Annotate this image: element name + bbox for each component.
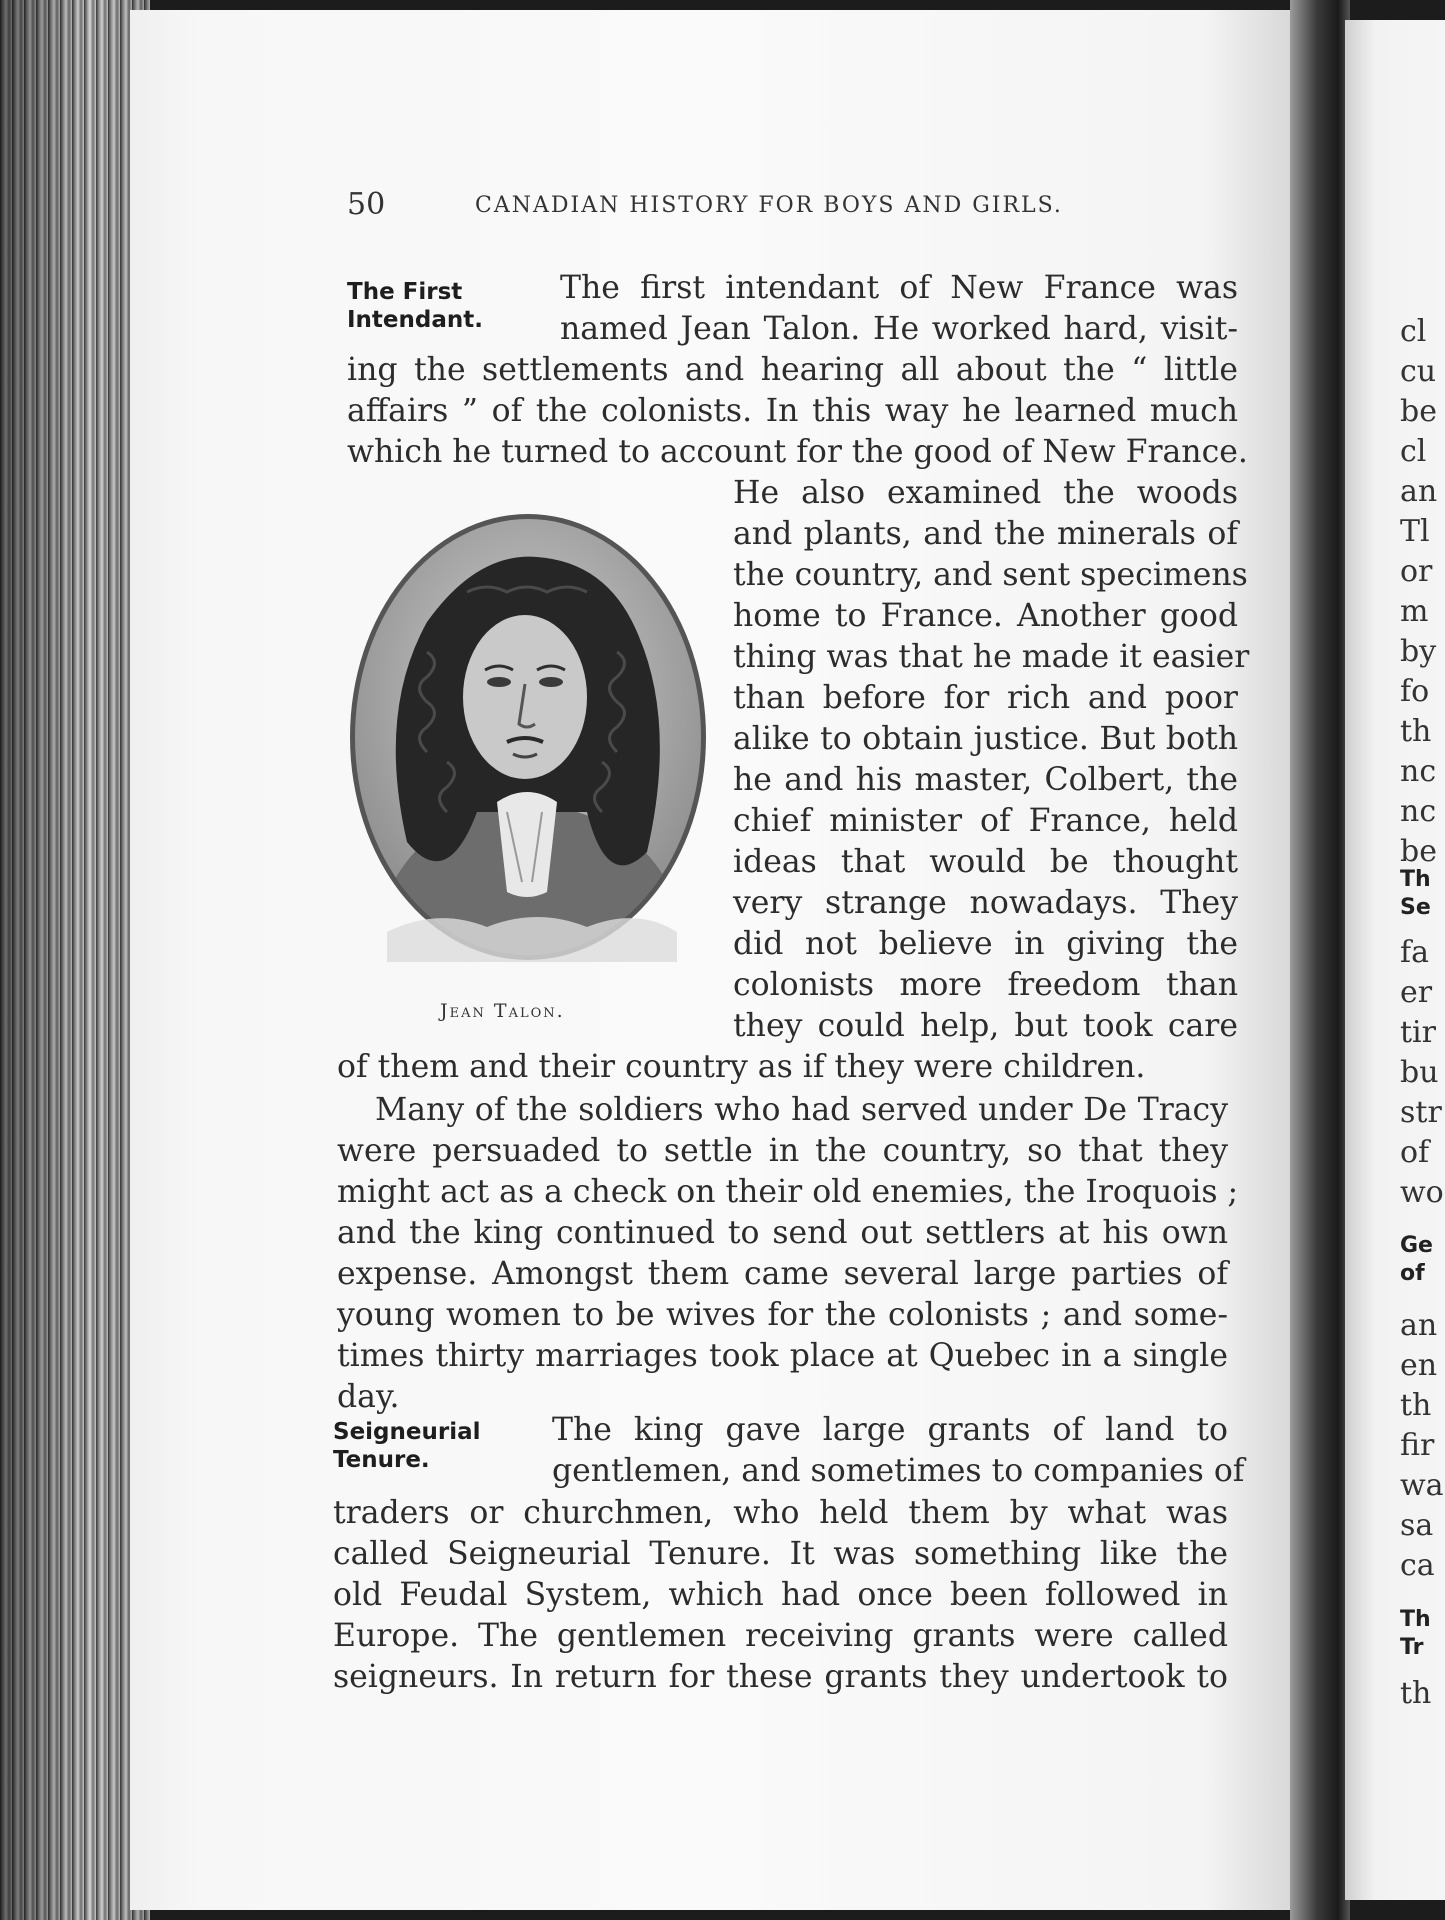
paragraph-intendant-end	[337, 1047, 1228, 1088]
text-line: young women to be wives for the colonists ; and some-	[337, 1297, 1228, 1333]
facing-line: wa	[1400, 1468, 1444, 1503]
text-line: the country, and sent specimens	[733, 557, 1248, 593]
facing-line: ca	[1400, 1548, 1435, 1583]
facing-line: nc	[1400, 754, 1437, 789]
text-line: affairs ” of the colonists. In this way he learned much	[347, 393, 1238, 429]
text-line: Europe. The gentlemen receiving grants were called	[333, 1618, 1228, 1654]
text-line: The first intendant of New France was	[560, 270, 1238, 306]
sidehead-line: Tenure.	[333, 1447, 430, 1473]
facing-page-text-block-4	[1400, 1674, 1440, 1714]
paragraph-soldiers	[337, 1090, 1239, 1418]
text-line: times thirty marriages took place at Quebec in a single	[337, 1338, 1228, 1374]
facing-line: cu	[1400, 354, 1437, 389]
facing-line: th	[1400, 1388, 1432, 1423]
sidehead-line: Intendant.	[347, 307, 483, 333]
text-line: he and his master, Colbert, the	[733, 762, 1238, 798]
facing-line: cl	[1400, 314, 1427, 349]
text-line: thing was that he made it easier	[733, 639, 1250, 675]
sidehead-first-intendant	[347, 278, 483, 334]
text-line: old Feudal System, which had once been followed in	[333, 1577, 1228, 1613]
text-line: colonists more freedom than	[733, 967, 1238, 1003]
text-line: chief minister of France, held	[733, 803, 1238, 839]
paragraph-intendant-opening	[560, 268, 1238, 350]
facing-line: th	[1400, 1676, 1432, 1711]
sidehead-line: The First	[347, 279, 463, 305]
facing-page-sidehead-3	[1400, 1606, 1440, 1662]
facing-sidehead: Th	[1400, 867, 1431, 892]
sidehead-line: Seigneurial	[333, 1419, 481, 1445]
facing-page-text-block-3	[1400, 1306, 1444, 1586]
text-line: seigneurs. In return for these grants they undertook to	[333, 1659, 1228, 1695]
facing-line: by	[1400, 634, 1437, 669]
text-line: home to France. Another good	[733, 598, 1238, 634]
text-line: they could help, but took care	[733, 1008, 1238, 1044]
text-line: He also examined the woods	[733, 475, 1238, 511]
text-line: The king gave large grants of land to	[552, 1412, 1228, 1448]
text-line: which he turned to account for the good of New France.	[347, 434, 1248, 470]
facing-line: fo	[1400, 674, 1430, 709]
paragraph-seigneurial-full	[333, 1493, 1228, 1698]
text-line: than before for rich and poor	[733, 680, 1238, 716]
facing-page-sidehead-2	[1400, 1232, 1440, 1288]
facing-sidehead: Ge	[1400, 1233, 1433, 1258]
text-line: gentlemen, and sometimes to companies of	[552, 1453, 1245, 1489]
facing-line: tir	[1400, 1015, 1436, 1050]
running-title: CANADIAN HISTORY FOR BOYS AND GIRLS.	[475, 193, 1063, 218]
facing-line: th	[1400, 714, 1432, 749]
text-line: alike to obtain justice. But both	[733, 721, 1238, 757]
facing-line: str	[1400, 1095, 1442, 1130]
sidehead-seigneurial-tenure	[333, 1418, 481, 1474]
page-number: 50	[347, 187, 386, 222]
facing-line: or	[1400, 554, 1433, 589]
text-line: were persuaded to settle in the country, so that they	[337, 1133, 1228, 1169]
text-line: and plants, and the minerals of	[733, 516, 1238, 552]
facing-line: an	[1400, 474, 1438, 509]
text-line: of them and their country as if they were children.	[337, 1049, 1146, 1085]
portrait-caption: Jean Talon.	[440, 1000, 565, 1022]
facing-line: en	[1400, 1348, 1438, 1383]
facing-sidehead: of	[1400, 1261, 1425, 1286]
text-line: called Seigneurial Tenure. It was something like the	[333, 1536, 1228, 1572]
facing-page-text-block-2	[1400, 933, 1444, 1213]
text-line: traders or churchmen, who held them by what was	[333, 1495, 1228, 1531]
text-line: day.	[337, 1379, 400, 1415]
facing-line: fir	[1400, 1428, 1435, 1463]
text-line: Many of the soldiers who had served under De Tracy	[375, 1092, 1228, 1128]
text-line: and the king continued to send out settlers at his own	[337, 1215, 1228, 1251]
facing-line: m	[1400, 594, 1429, 629]
facing-line: sa	[1400, 1508, 1434, 1543]
paragraph-seigneurial-opening	[552, 1410, 1245, 1492]
facing-line: be	[1400, 394, 1437, 429]
paragraph-intendant-wrap	[733, 473, 1250, 1047]
text-line: ideas that would be thought	[733, 844, 1238, 880]
text-line: ing the settlements and hearing all about the “ little	[347, 352, 1238, 388]
facing-line: bu	[1400, 1055, 1439, 1090]
text-line: named Jean Talon. He worked hard, visit-	[560, 311, 1238, 347]
facing-line: be	[1400, 834, 1437, 869]
facing-sidehead: Tr	[1400, 1635, 1424, 1660]
facing-line: wo	[1400, 1175, 1444, 1210]
facing-page-text-block-1	[1400, 312, 1440, 872]
book-gutter	[1290, 0, 1350, 1920]
facing-line: of	[1400, 1135, 1430, 1170]
facing-line: an	[1400, 1308, 1438, 1343]
facing-line: fa	[1400, 935, 1429, 970]
facing-page-sidehead-1	[1400, 866, 1440, 922]
binding-shadow	[0, 0, 150, 1920]
facing-sidehead: Th	[1400, 1607, 1431, 1632]
paragraph-intendant-full	[347, 350, 1248, 473]
facing-line: Tl	[1400, 514, 1430, 549]
text-line: very strange nowadays. They	[733, 885, 1238, 921]
portrait-engraving-icon	[347, 512, 709, 962]
facing-line: cl	[1400, 434, 1427, 469]
text-line: did not believe in giving the	[733, 926, 1238, 962]
text-line: might act as a check on their old enemies, the Iroquois ;	[337, 1174, 1239, 1210]
text-line: expense. Amongst them came several large parties of	[337, 1256, 1228, 1292]
facing-line: nc	[1400, 794, 1437, 829]
facing-line: er	[1400, 975, 1433, 1010]
facing-sidehead: Se	[1400, 895, 1431, 920]
